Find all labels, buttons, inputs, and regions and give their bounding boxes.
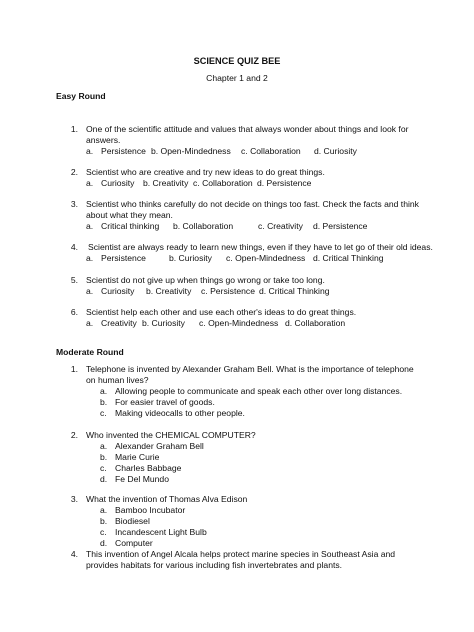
choice-a: Curiosity <box>101 286 135 296</box>
question-number: 2. <box>70 430 78 440</box>
option-text: Bamboo Incubator <box>115 505 186 515</box>
question-text-line: provides habitats for various including fish invertebrates and plants. <box>86 560 343 570</box>
option-text: Making videocalls to other people. <box>115 408 245 418</box>
question-text-line: on human lives? <box>86 375 149 385</box>
choice-letter: a. <box>86 146 94 156</box>
question-number: 4. <box>70 242 78 252</box>
choice-b: b. Creativity <box>143 178 189 188</box>
option-letter: c. <box>100 463 107 473</box>
question-text-line: Scientist help each other and use each other's ideas to do great things. <box>86 307 357 317</box>
question-text-line: One of the scientific attitude and values that always wonder about things and look for <box>86 124 409 134</box>
choice-d: d. Critical Thinking <box>313 253 384 263</box>
choice-letter: a. <box>86 178 94 188</box>
choice-letter: a. <box>86 221 94 231</box>
option-letter: b. <box>100 397 108 407</box>
option-text: Biodiesel <box>115 516 150 526</box>
question-text-line: Telephone is invented by Alexander Graham Bell. What is the importance of telephone <box>86 364 414 374</box>
question-number: 3. <box>70 494 78 504</box>
choice-c: c. Persistence <box>201 286 255 296</box>
question-number: 1. <box>70 364 78 374</box>
option-letter: c. <box>100 527 107 537</box>
choice-c: c. Open-Mindedness <box>199 318 279 328</box>
easy-round-heading: Easy Round <box>56 91 106 101</box>
choice-b: b. Collaboration <box>173 221 234 231</box>
choice-b: b. Open-Mindedness <box>151 146 231 156</box>
choice-d: d. Collaboration <box>285 318 346 328</box>
document-subtitle: Chapter 1 and 2 <box>206 73 268 83</box>
choice-b: b. Creativity <box>146 286 192 296</box>
question-text-line: answers. <box>86 135 121 145</box>
choice-letter: a. <box>86 286 94 296</box>
choice-d: d. Curiosity <box>314 146 357 156</box>
choice-c: c. Creativity <box>258 221 303 231</box>
question-text-line: Scientist are always ready to learn new things, even if they have to let go of their old ideas. <box>88 242 433 252</box>
choice-a: Creativity <box>101 318 137 328</box>
question-text-line: Scientist do not give up when things go wrong or take too long. <box>86 275 325 285</box>
question-number: 1. <box>70 124 78 134</box>
option-letter: c. <box>100 408 107 418</box>
option-text: Alexander Graham Bell <box>115 441 204 451</box>
option-text: Marie Curie <box>115 452 160 462</box>
option-text: Allowing people to communicate and speak each other over long distances. <box>115 386 403 396</box>
question-text-line: about what they mean. <box>86 210 173 220</box>
choice-d: d. Persistence <box>313 221 368 231</box>
option-letter: b. <box>100 452 108 462</box>
question-text-line: Who invented the CHEMICAL COMPUTER? <box>86 430 256 440</box>
option-letter: a. <box>100 441 108 451</box>
choice-a: Persistence <box>101 253 146 263</box>
question-number: 2. <box>70 167 78 177</box>
choice-letter: a. <box>86 318 94 328</box>
choice-a: Persistence <box>101 146 146 156</box>
option-text: Computer <box>115 538 153 548</box>
choice-letter: a. <box>86 253 94 263</box>
choice-c: c. Collaboration <box>193 178 253 188</box>
choice-c: c. Open-Mindedness <box>226 253 306 263</box>
choice-b: b. Curiosity <box>169 253 212 263</box>
option-letter: a. <box>100 386 108 396</box>
option-text: Fe Del Mundo <box>115 474 169 484</box>
choice-a: Curiosity <box>101 178 135 188</box>
question-text-line: What the invention of Thomas Alva Edison <box>86 494 248 504</box>
option-letter: a. <box>100 505 108 515</box>
question-number: 3. <box>70 199 78 209</box>
option-text: Charles Babbage <box>115 463 182 473</box>
question-text-line: Scientist who thinks carefully do not decide on things too fast. Check the facts and think <box>86 199 419 209</box>
option-letter: d. <box>100 538 108 548</box>
option-text: Incandescent Light Bulb <box>115 527 207 537</box>
choice-b: b. Curiosity <box>142 318 185 328</box>
moderate-round-heading: Moderate Round <box>56 347 124 357</box>
choice-d: d. Critical Thinking <box>259 286 330 296</box>
option-letter: b. <box>100 516 108 526</box>
question-text-line: Scientist who are creative and try new ideas to do great things. <box>86 167 325 177</box>
option-text: For easier travel of goods. <box>115 397 215 407</box>
choice-c: c. Collaboration <box>241 146 301 156</box>
option-letter: d. <box>100 474 108 484</box>
document-title: SCIENCE QUIZ BEE <box>193 56 281 66</box>
question-text-line: This invention of Angel Alcala helps protect marine species in Southeast Asia and <box>86 549 396 559</box>
choice-a: Critical thinking <box>101 221 160 231</box>
question-number: 6. <box>70 307 78 317</box>
question-number: 5. <box>70 275 78 285</box>
question-number: 4. <box>70 549 78 559</box>
choice-d: d. Persistence <box>257 178 312 188</box>
